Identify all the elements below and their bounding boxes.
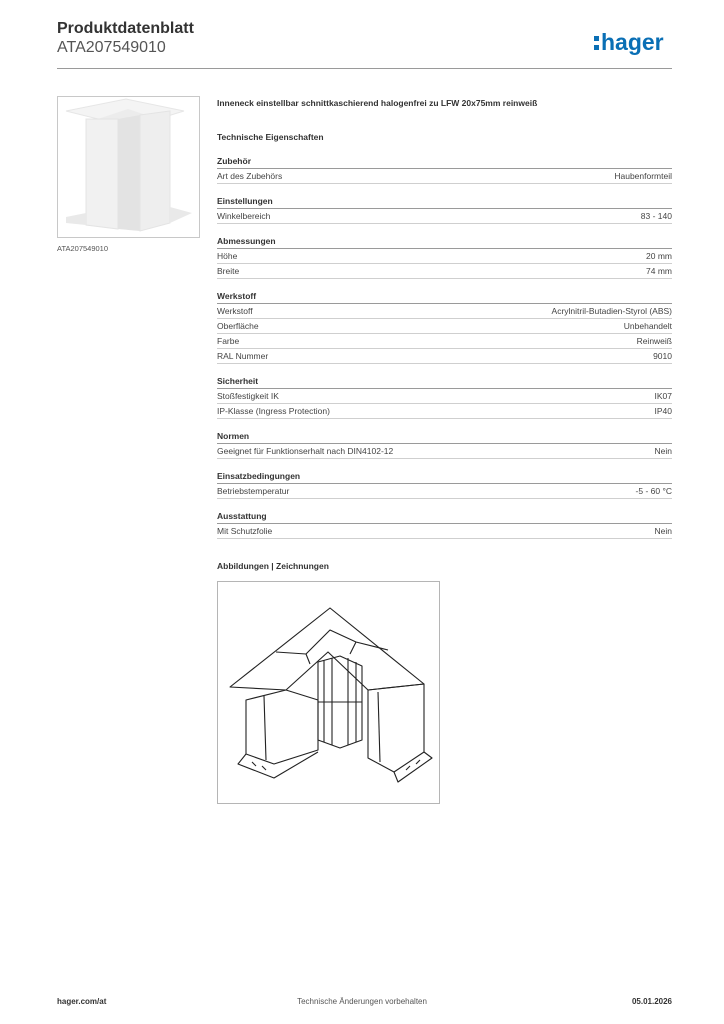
section-zubehoer bbox=[217, 154, 672, 184]
footer-website[interactable]: hager.com/at bbox=[57, 997, 107, 1006]
property-row bbox=[217, 209, 672, 224]
section-heading: Zubehör bbox=[217, 154, 672, 169]
property-key: Betriebstemperatur bbox=[217, 486, 290, 496]
section-sicherheit bbox=[217, 374, 672, 419]
property-value: Nein bbox=[654, 446, 672, 456]
property-key: Mit Schutzfolie bbox=[217, 526, 273, 536]
hager-logo bbox=[594, 26, 674, 58]
property-row bbox=[217, 484, 672, 499]
property-value: IK07 bbox=[654, 391, 672, 401]
header-divider bbox=[57, 68, 672, 69]
property-value: Reinweiß bbox=[636, 336, 672, 346]
property-row bbox=[217, 264, 672, 279]
property-row bbox=[217, 389, 672, 404]
section-abmessungen bbox=[217, 234, 672, 279]
page-title: Produktdatenblatt bbox=[57, 20, 194, 37]
property-value: Haubenformteil bbox=[614, 171, 672, 181]
section-heading: Einstellungen bbox=[217, 194, 672, 209]
property-key: Werkstoff bbox=[217, 306, 253, 316]
section-heading: Ausstattung bbox=[217, 509, 672, 524]
property-key: Winkelbereich bbox=[217, 211, 271, 221]
property-value: 74 mm bbox=[646, 266, 672, 276]
product-image bbox=[57, 96, 200, 238]
section-heading: Werkstoff bbox=[217, 289, 672, 304]
property-key: Stoßfestigkeit IK bbox=[217, 391, 279, 401]
section-heading: Einsatzbedingungen bbox=[217, 469, 672, 484]
section-ausstattung bbox=[217, 509, 672, 539]
property-value: -5 - 60 °C bbox=[635, 486, 672, 496]
drawings-heading: Abbildungen | Zeichnungen bbox=[217, 561, 329, 571]
property-value: Nein bbox=[654, 526, 672, 536]
footer-notice: Technische Änderungen vorbehalten bbox=[297, 997, 427, 1006]
technical-drawing bbox=[217, 581, 440, 804]
section-werkstoff bbox=[217, 289, 672, 364]
tech-properties-heading: Technische Eigenschaften bbox=[217, 132, 324, 142]
property-row bbox=[217, 524, 672, 539]
property-key: Höhe bbox=[217, 251, 238, 261]
product-content bbox=[217, 96, 672, 804]
inner-corner-product-photo-icon bbox=[58, 97, 199, 237]
property-row bbox=[217, 304, 672, 319]
section-heading: Abmessungen bbox=[217, 234, 672, 249]
logo-text: hager bbox=[601, 29, 664, 55]
property-row bbox=[217, 169, 672, 184]
article-number: ATA207549010 bbox=[57, 39, 166, 56]
property-key: Art des Zubehörs bbox=[217, 171, 283, 181]
inner-corner-line-drawing-icon bbox=[218, 582, 439, 803]
property-key: Geeignet für Funktionserhalt nach DIN4102-12 bbox=[217, 446, 394, 456]
section-einstellungen bbox=[217, 194, 672, 224]
property-value: Unbehandelt bbox=[623, 321, 672, 331]
property-row bbox=[217, 334, 672, 349]
property-row bbox=[217, 319, 672, 334]
property-row bbox=[217, 349, 672, 364]
property-value: 83 - 140 bbox=[640, 211, 672, 221]
section-heading: Normen bbox=[217, 429, 672, 444]
section-einsatzbedingungen bbox=[217, 469, 672, 499]
property-key: Oberfläche bbox=[217, 321, 259, 331]
property-row bbox=[217, 404, 672, 419]
property-value: 9010 bbox=[653, 351, 672, 361]
property-value: 20 mm bbox=[646, 251, 672, 261]
section-heading: Sicherheit bbox=[217, 374, 672, 389]
property-key: IP-Klasse (Ingress Protection) bbox=[217, 406, 330, 416]
property-value: Acrylnitril-Butadien-Styrol (ABS) bbox=[551, 306, 672, 316]
property-row bbox=[217, 444, 672, 459]
image-caption: ATA207549010 bbox=[57, 244, 109, 253]
property-key: RAL Nummer bbox=[217, 351, 269, 361]
section-normen bbox=[217, 429, 672, 459]
property-row bbox=[217, 249, 672, 264]
property-value: IP40 bbox=[654, 406, 672, 416]
property-key: Breite bbox=[217, 266, 240, 276]
property-key: Farbe bbox=[217, 336, 240, 346]
product-title: Inneneck einstellbar schnittkaschierend halogenfrei zu LFW 20x75mm reinweiß bbox=[217, 98, 538, 108]
footer-date: 05.01.2026 bbox=[631, 997, 672, 1006]
